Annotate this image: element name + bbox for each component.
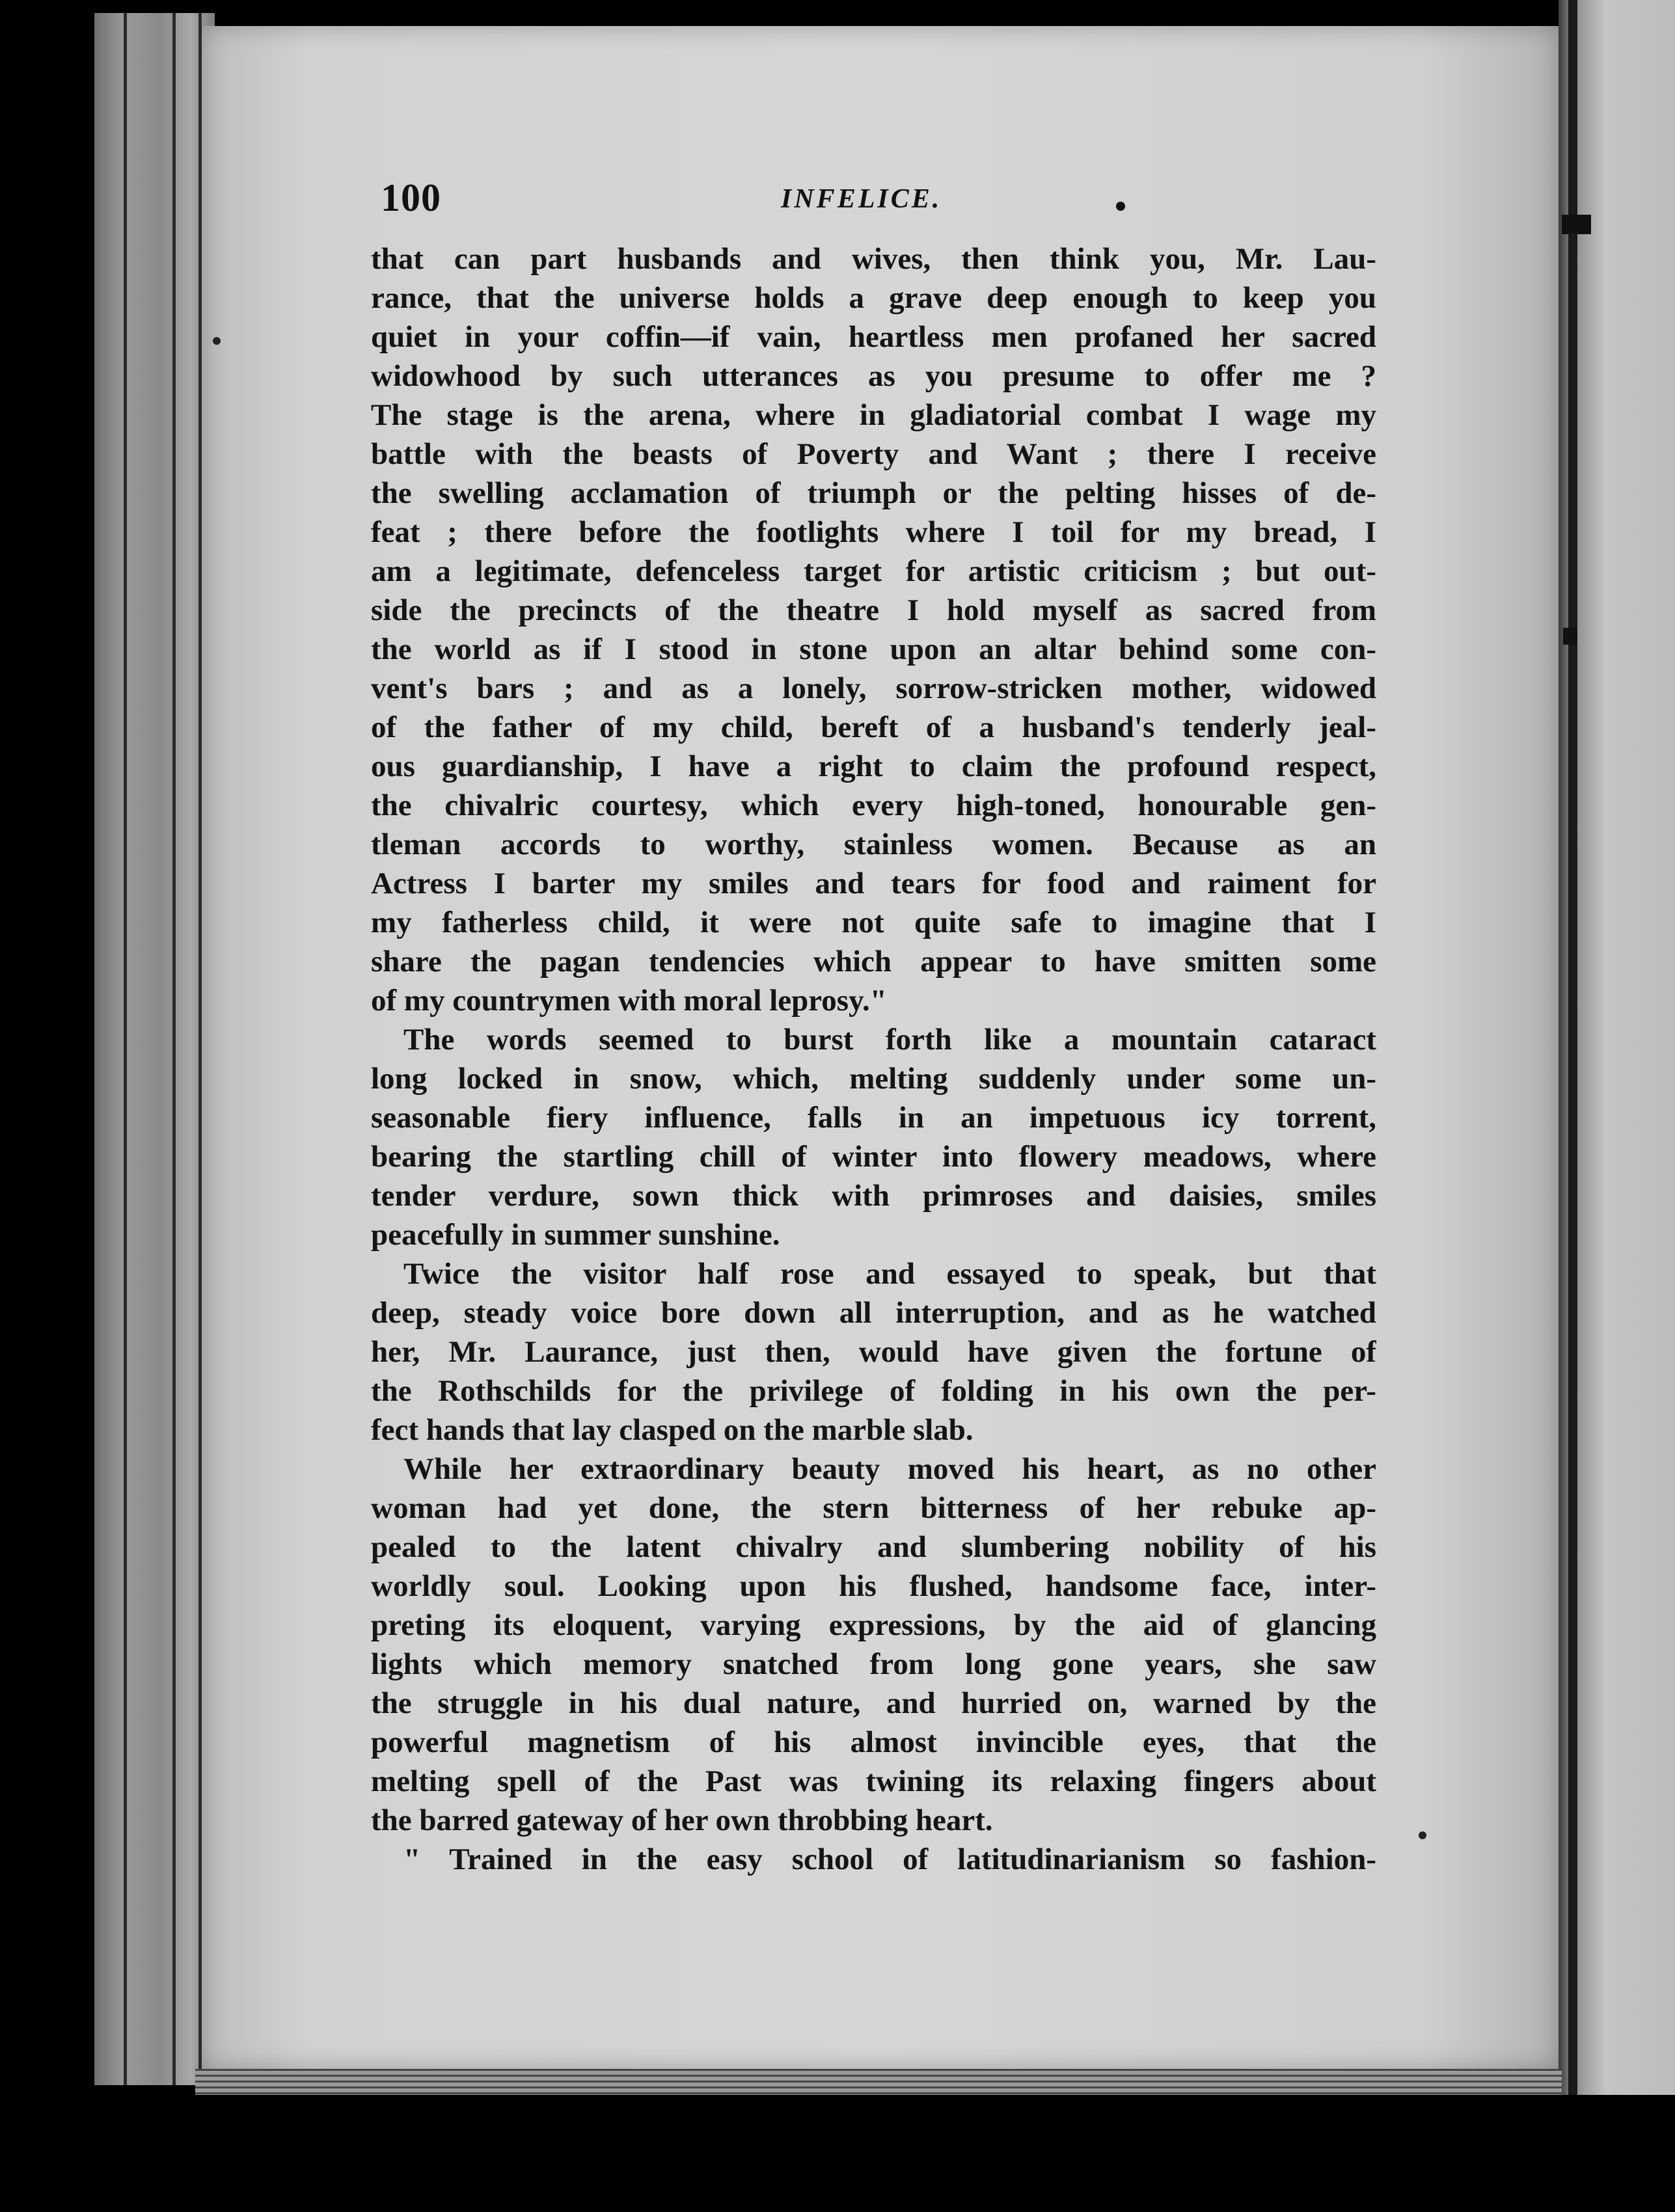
text-line: woman had yet done, the stern bitterness of her rebuke ap-	[371, 1491, 1376, 1525]
text-line: of my countrymen with moral leprosy."	[371, 984, 887, 1018]
scan-mark	[1562, 215, 1591, 234]
text-line: share the pagan tendencies which appear to have smitten some	[371, 945, 1376, 978]
page-number: 100	[381, 176, 441, 219]
text-line: rance, that the universe holds a grave deep enough to keep you	[371, 281, 1376, 315]
text-line: that can part husbands and wives, then think you, Mr. Lau-	[371, 242, 1376, 276]
text-line: powerful magnetism of his almost invincible eyes, that the	[371, 1725, 1376, 1759]
text-line: melting spell of the Past was twining its relaxing fingers about	[371, 1764, 1376, 1798]
text-line: the world as if I stood in stone upon an altar behind some con-	[371, 632, 1376, 666]
text-line: the struggle in his dual nature, and hurried on, warned by the	[371, 1686, 1376, 1720]
page-header	[381, 176, 1383, 228]
text-line: the Rothschilds for the privilege of folding in his own the per-	[371, 1374, 1376, 1408]
text-line: the chivalric courtesy, which every high-toned, honourable gen-	[371, 789, 1376, 822]
binding-line	[124, 13, 127, 2085]
text-line: peacefully in summer sunshine.	[371, 1218, 780, 1252]
text-line: side the precincts of the theatre I hold myself as sacred from	[371, 593, 1376, 627]
text-line: fect hands that lay clasped on the marble slab.	[371, 1413, 974, 1447]
text-line: " Trained in the easy school of latitudinarianism so fashion-	[403, 1842, 1376, 1876]
text-line: preting its eloquent, varying expressions, by the aid of glancing	[371, 1608, 1376, 1642]
header-dot	[1116, 202, 1125, 211]
text-line: bearing the startling chill of winter into flowery meadows, where	[371, 1140, 1376, 1174]
text-line: deep, steady voice bore down all interruption, and as he watched	[371, 1296, 1376, 1330]
text-line: The words seemed to burst forth like a mountain cataract	[403, 1023, 1376, 1057]
text-line: long locked in snow, which, melting suddenly under some un-	[371, 1062, 1376, 1096]
text-line: lights which memory snatched from long gone years, she saw	[371, 1647, 1376, 1681]
text-line: vent's bars ; and as a lonely, sorrow-stricken mother, widowed	[371, 671, 1376, 705]
running-title: INFELICE.	[781, 184, 942, 214]
text-line: Twice the visitor half rose and essayed to speak, but that	[403, 1257, 1376, 1291]
page-gutter	[1568, 0, 1577, 2095]
text-line: my fatherless child, it were not quite safe to imagine that I	[371, 906, 1376, 939]
text-line: worldly soul. Looking upon his flushed, handsome face, inter-	[371, 1569, 1376, 1603]
margin-speck	[213, 337, 221, 345]
text-line: her, Mr. Laurance, just then, would have given the fortune of	[371, 1335, 1376, 1369]
text-line: feat ; there before the footlights where I toil for my bread, I	[371, 515, 1376, 549]
text-line: battle with the beasts of Poverty and Want ; there I receive	[371, 437, 1376, 471]
text-line: The stage is the arena, where in gladiatorial combat I wage my	[371, 398, 1376, 432]
text-line: pealed to the latent chivalry and slumbering nobility of his	[371, 1530, 1376, 1564]
body-text	[371, 239, 1376, 1879]
text-line: the barred gateway of her own throbbing heart.	[371, 1803, 993, 1837]
text-line: tender verdure, sown thick with primroses and daisies, smiles	[371, 1179, 1376, 1213]
text-line: of the father of my child, bereft of a husband's tenderly jeal-	[371, 710, 1376, 744]
text-line: widowhood by such utterances as you presume to offer me ?	[371, 359, 1376, 393]
margin-speck	[1419, 1831, 1426, 1839]
text-line: tleman accords to worthy, stainless women. Because as an	[371, 828, 1376, 861]
text-line: quiet in your coffin—if vain, heartless men profaned her sacred	[371, 320, 1376, 354]
text-line: seasonable fiery influence, falls in an impetuous icy torrent,	[371, 1101, 1376, 1135]
scan-mark	[1563, 628, 1577, 645]
text-line: Actress I barter my smiles and tears for food and raiment for	[371, 867, 1376, 900]
text-line: the swelling acclamation of triumph or the pelting hisses of de-	[371, 476, 1376, 510]
text-line: ous guardianship, I have a right to claim the profound respect,	[371, 749, 1376, 783]
text-line: While her extraordinary beauty moved his heart, as no other	[403, 1452, 1376, 1486]
book-binding-edge	[94, 13, 215, 2085]
binding-line	[172, 13, 176, 2085]
page-stack-edge	[195, 2069, 1562, 2095]
text-line: am a legitimate, defenceless target for artistic criticism ; but out-	[371, 554, 1376, 588]
